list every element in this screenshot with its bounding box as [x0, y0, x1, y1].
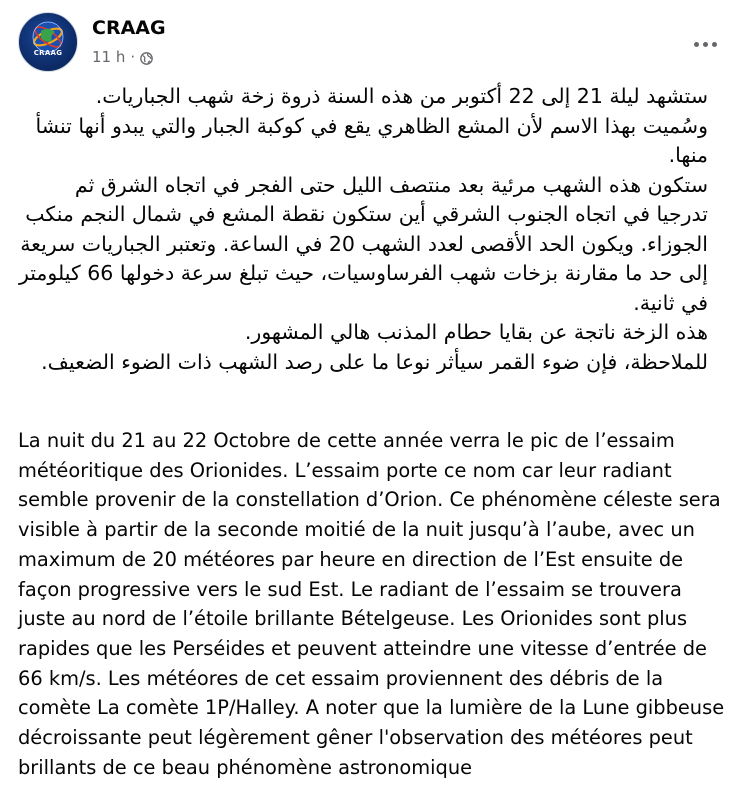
avatar-label: CRAAG — [33, 49, 63, 57]
post-text-french — [18, 426, 726, 782]
more-options-icon — [703, 42, 708, 47]
post-timestamp[interactable]: 11 h — [92, 48, 126, 66]
page-name[interactable]: CRAAG — [92, 17, 166, 39]
avatar[interactable] — [18, 12, 78, 72]
post-header — [18, 12, 723, 74]
arabic-paragraph: للملاحظة، فإن ضوء القمر سيأثر نوعا ما على رصد الشهب ذات الضوء الضعيف. — [41, 349, 708, 374]
globe-icon[interactable] — [140, 51, 153, 64]
meta-separator: · — [130, 48, 136, 66]
arabic-paragraph: ستكون هذه الشهب مرئية بعد منتصف الليل حتى الفجر في اتجاه الشرق ثم تدرجيا في اتجاه الجنوب الشرقي أين ستكون نقطة المشع في شمال النجم منكب الجوزاء. ويكون الحد الأقصى لعدد الشهب 20 في الساعة. وتعتبر الجباريات سريعة إلى حد ما مقارنة بزخات شهب الفرساوسيات، حيث تبلغ سرعة دخولها 66 كيلومتر في ثانية. — [12, 172, 708, 315]
french-paragraph: La nuit du 21 au 22 Octobre de cette année verra le pic de l’essaim météoritique des Orionides. L’essaim porte ce nom car leur radiant semble provenir de la constellation d’Orion. Ce phénomène céleste sera visible à partir de la seconde moitié de la nuit jusqu’à l’aube, avec un maximum de 20 météores par heure en direction de l’Est ensuite de façon progressive vers le sud Est. Le radiant de l’essaim se trouvera juste au nord de l’étoile brillante Bételgeuse. Les Orionides sont plus rapides que les Perséides et peuvent atteindre une vitesse d’entrée de 66 km/s. Les météores de cet essaim proviennent des débris de la comète La comète 1P/Halley. A noter que la lumière de la Lune gibbeuse décroissante peut légèrement gêner l'observation des météores peut brillants de ce beau phénomène astronomique — [18, 429, 725, 779]
post-meta — [92, 47, 153, 67]
arabic-paragraph: وسُميت بهذا الاسم لأن المشع الظاهري يقع في كوكبة الجبار والتي يبدو أنها تنشأ منها. — [28, 113, 708, 167]
more-options-icon — [712, 42, 717, 47]
more-options-icon — [694, 42, 699, 47]
craag-logo-icon — [19, 13, 77, 71]
arabic-paragraph: ستشهد ليلة 21 إلى 22 أكتوبر من هذه السنة ذروة زخة شهب الجباريات. — [95, 84, 708, 108]
more-options-button[interactable] — [687, 26, 723, 62]
post-text-arabic — [12, 82, 708, 377]
arabic-paragraph: هذه الزخة ناتجة عن بقايا حطام المذنب هالي المشهور. — [244, 320, 708, 344]
